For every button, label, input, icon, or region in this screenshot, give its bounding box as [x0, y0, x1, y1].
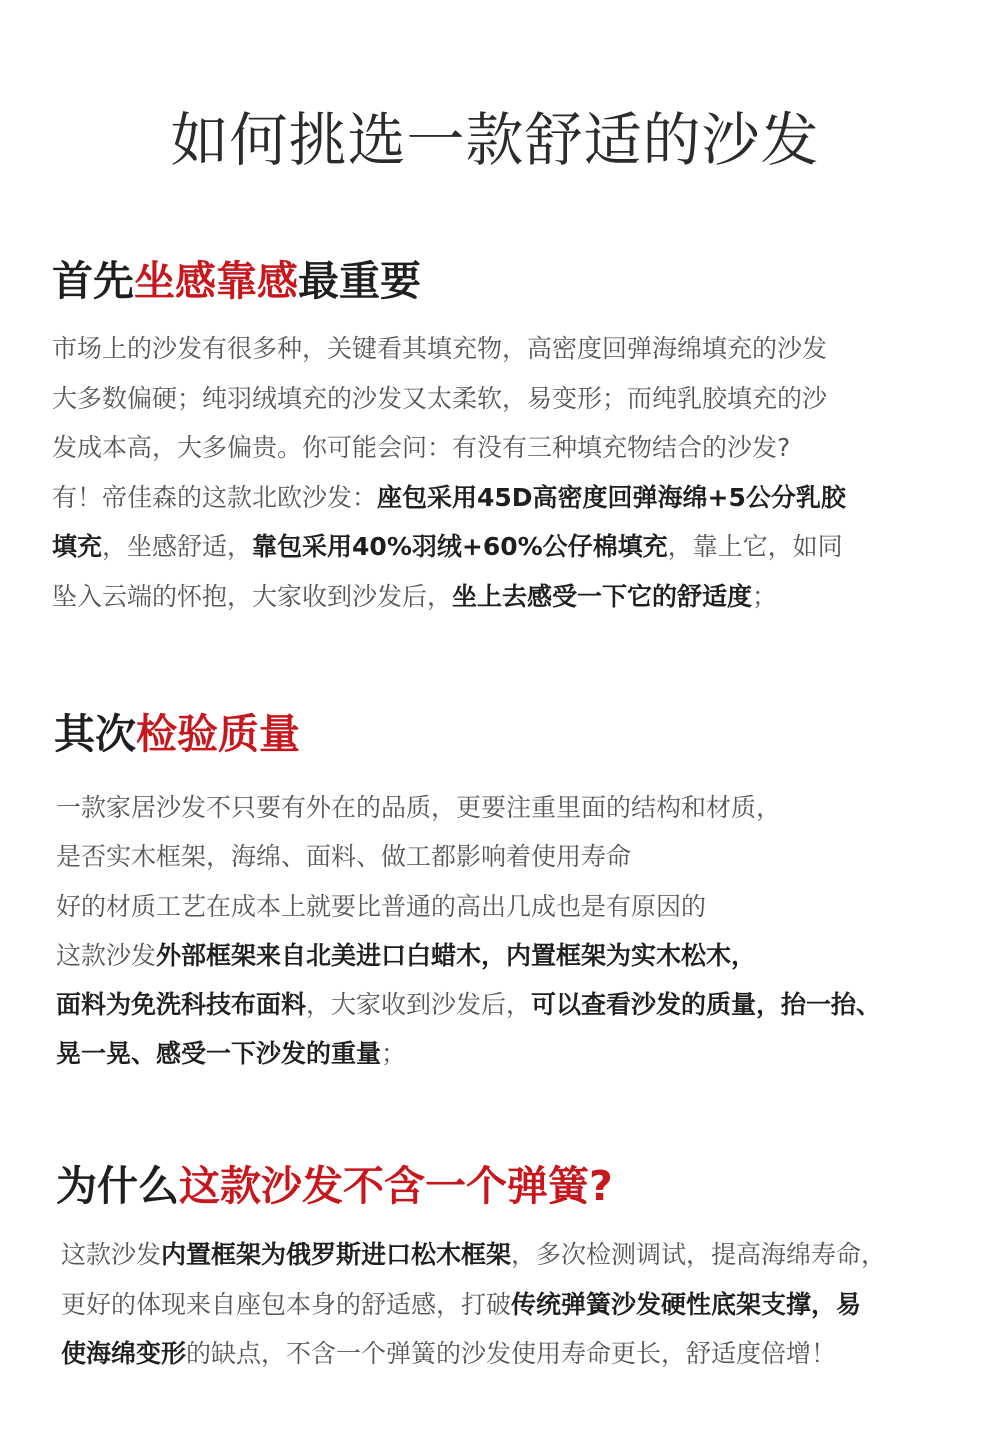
bold-run: 座包采用45D高密度回弹海绵+5公分乳胶 — [377, 482, 846, 512]
text-run: 好的材质工艺在成本上就要比普通的高出几成也是有原因的 — [56, 891, 707, 921]
text-run: 更好的体现来自座包本身的舒适感，打破 — [61, 1289, 512, 1319]
paragraph-line — [56, 783, 881, 832]
text-run: 这款沙发 — [61, 1240, 162, 1269]
paragraph-line — [56, 1029, 881, 1078]
paragraph-line — [52, 374, 846, 424]
bold-run: 使海绵变形 — [61, 1339, 187, 1368]
paragraph-line — [56, 980, 881, 1029]
paragraph-line — [52, 324, 846, 374]
page-title: 如何挑选一款舒适的沙发 — [170, 106, 820, 174]
paragraph-line — [61, 1329, 886, 1379]
bold-run: 传统弹簧沙发硬性底架支撑，易 — [511, 1289, 862, 1319]
text-run: ； — [381, 1039, 407, 1069]
text-run: ，坐感舒适， — [102, 532, 253, 561]
heading-accent: 检验质量 — [136, 710, 300, 758]
bold-run: 晃一晃、感受一下沙发的重量 — [56, 1039, 382, 1069]
text-run: 发成本高，大多偏贵。你可能会问：有没有三种填充物结合的沙发? — [52, 433, 791, 462]
quality-paragraph — [56, 783, 881, 1079]
text-run: ，多次检测调试，提高海绵寿命， — [511, 1240, 887, 1269]
text-run: 坠入云端的怀抱，大家收到沙发后， — [52, 581, 453, 611]
text-run: 的缺点，不含一个弹簧的沙发使用寿命更长，舒适度倍增！ — [186, 1339, 837, 1368]
section-heading-quality — [54, 708, 300, 760]
paragraph-line — [52, 572, 846, 622]
text-run: 市场上的沙发有很多种，关键看其填充物，高密度回弹海绵填充的沙发 — [52, 334, 828, 363]
bold-run: 靠包采用40%羽绒+60%公仔棉填充 — [252, 532, 668, 561]
bold-run: 面料为免洗科技布面料 — [56, 990, 307, 1020]
paragraph-line — [61, 1230, 886, 1280]
paragraph-line — [52, 473, 846, 523]
heading-suffix: 最重要 — [298, 257, 421, 305]
paragraph-line — [56, 832, 881, 881]
text-run: ，大家收到沙发后， — [306, 990, 532, 1020]
comfort-paragraph — [52, 324, 846, 621]
no-spring-paragraph — [61, 1230, 886, 1379]
bold-run: 坐上去感受一下它的舒适度 — [452, 581, 753, 611]
text-run: ； — [752, 581, 778, 611]
text-run: 一款家居沙发不只要有外在的品质，更要注重里面的结构和材质， — [56, 793, 782, 822]
text-run: ，靠上它，如同 — [667, 532, 843, 561]
section-heading-comfort — [52, 255, 421, 307]
bold-run: 外部框架来自北美进口白蜡木，内置框架为实木松木， — [156, 940, 757, 970]
text-run: 大多数偏硬；纯羽绒填充的沙发又太柔软，易变形；而纯乳胶填充的沙 — [52, 383, 828, 413]
heading-prefix: 首先 — [52, 257, 134, 305]
heading-accent: 坐感靠感 — [134, 257, 298, 305]
paragraph-line — [52, 423, 846, 473]
paragraph-line — [61, 1280, 886, 1330]
bold-run: 内置框架为俄罗斯进口松木框架 — [161, 1240, 512, 1269]
paragraph-line — [52, 522, 846, 572]
text-run: 是否实木框架，海绵、面料、做工都影响着使用寿命 — [56, 842, 632, 872]
bold-run: 可以查看沙发的质量，抬一抬、 — [531, 990, 882, 1020]
text-run: 这款沙发 — [56, 940, 157, 970]
heading-prefix: 其次 — [54, 710, 136, 758]
text-run: 有！帝佳森的这款北欧沙发： — [52, 482, 378, 512]
paragraph-line — [56, 931, 881, 980]
heading-accent: 这款沙发不含一个弹簧? — [179, 1162, 613, 1210]
bold-run: 填充 — [52, 532, 103, 561]
section-heading-no-spring — [56, 1160, 613, 1212]
heading-prefix: 为什么 — [56, 1162, 179, 1210]
paragraph-line — [56, 882, 881, 931]
